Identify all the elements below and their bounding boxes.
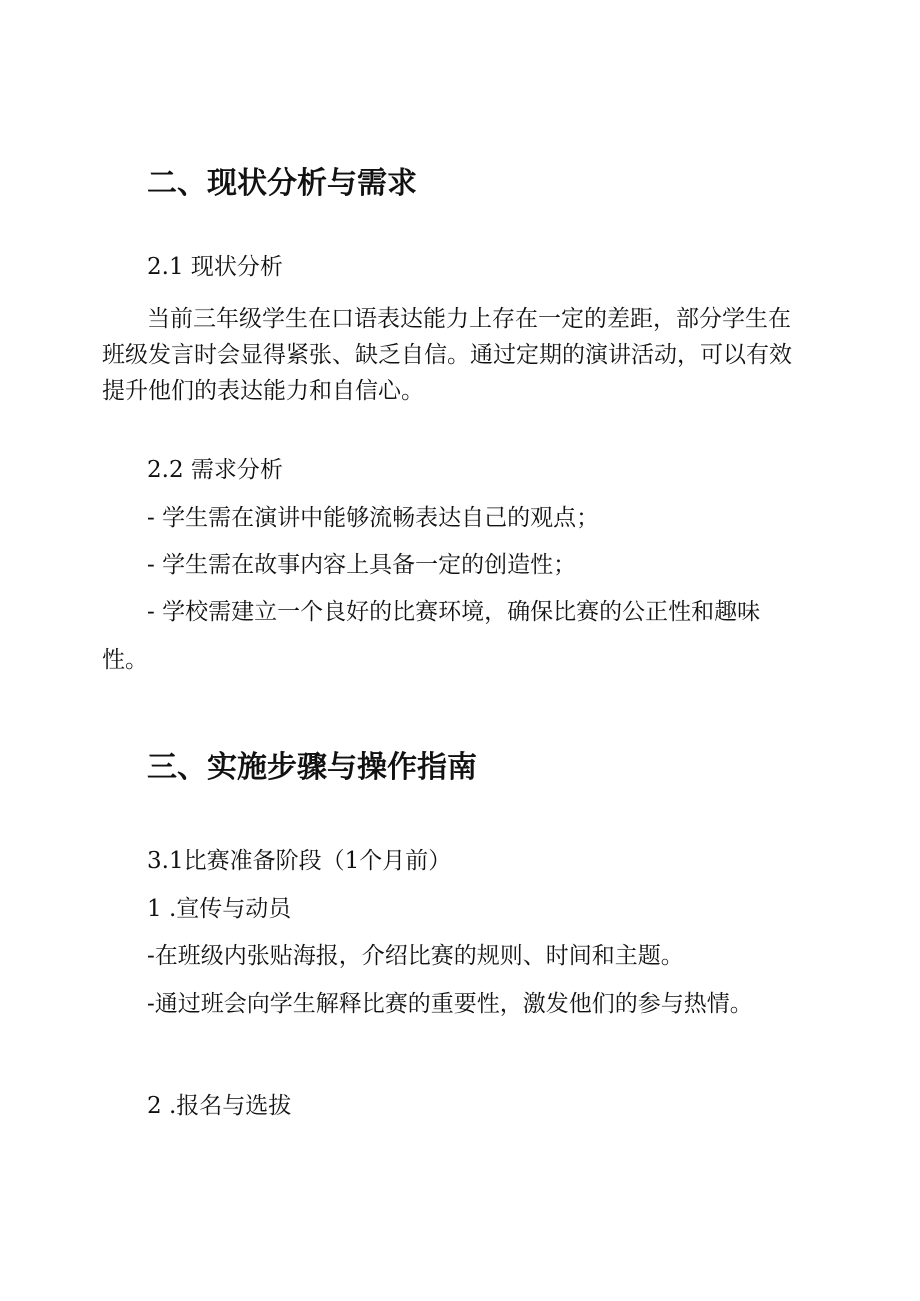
list-item: - 学生需在演讲中能够流畅表达自己的观点；: [147, 505, 600, 531]
subsection-2-1-paragraph: [102, 301, 802, 409]
section-2-heading: 二、现状分析与需求: [147, 166, 417, 201]
step-2-title: 2 .报名与选拔: [147, 1093, 292, 1119]
section-3-heading: 三、实施步骤与操作指南: [147, 750, 477, 785]
paragraph-text: 当前三年级学生在口语表达能力上存在一定的差距，部分学生在班级发言时会显得紧张、缺乏自信。通过定期的演讲活动，可以有效提升他们的表达能力和自信心。: [102, 306, 792, 404]
subsection-2-1-title: 2.1 现状分析: [147, 254, 283, 280]
step-1-title: 1 .宣传与动员: [147, 896, 292, 922]
list-item: - 学校需建立一个良好的比赛环境，确保比赛的公正性和趣味: [147, 599, 761, 625]
list-item: - 学生需在故事内容上具备一定的创造性；: [147, 552, 577, 578]
subsection-3-1-title: 3.1比赛准备阶段（1个月前）: [147, 848, 452, 874]
subsection-2-2-title: 2.2 需求分析: [147, 457, 283, 483]
list-item-continuation: 性。: [102, 647, 148, 673]
list-item: -在班级内张贴海报，介绍比赛的规则、时间和主题。: [147, 943, 684, 969]
list-item: -通过班会向学生解释比赛的重要性，激发他们的参与热情。: [147, 991, 753, 1017]
